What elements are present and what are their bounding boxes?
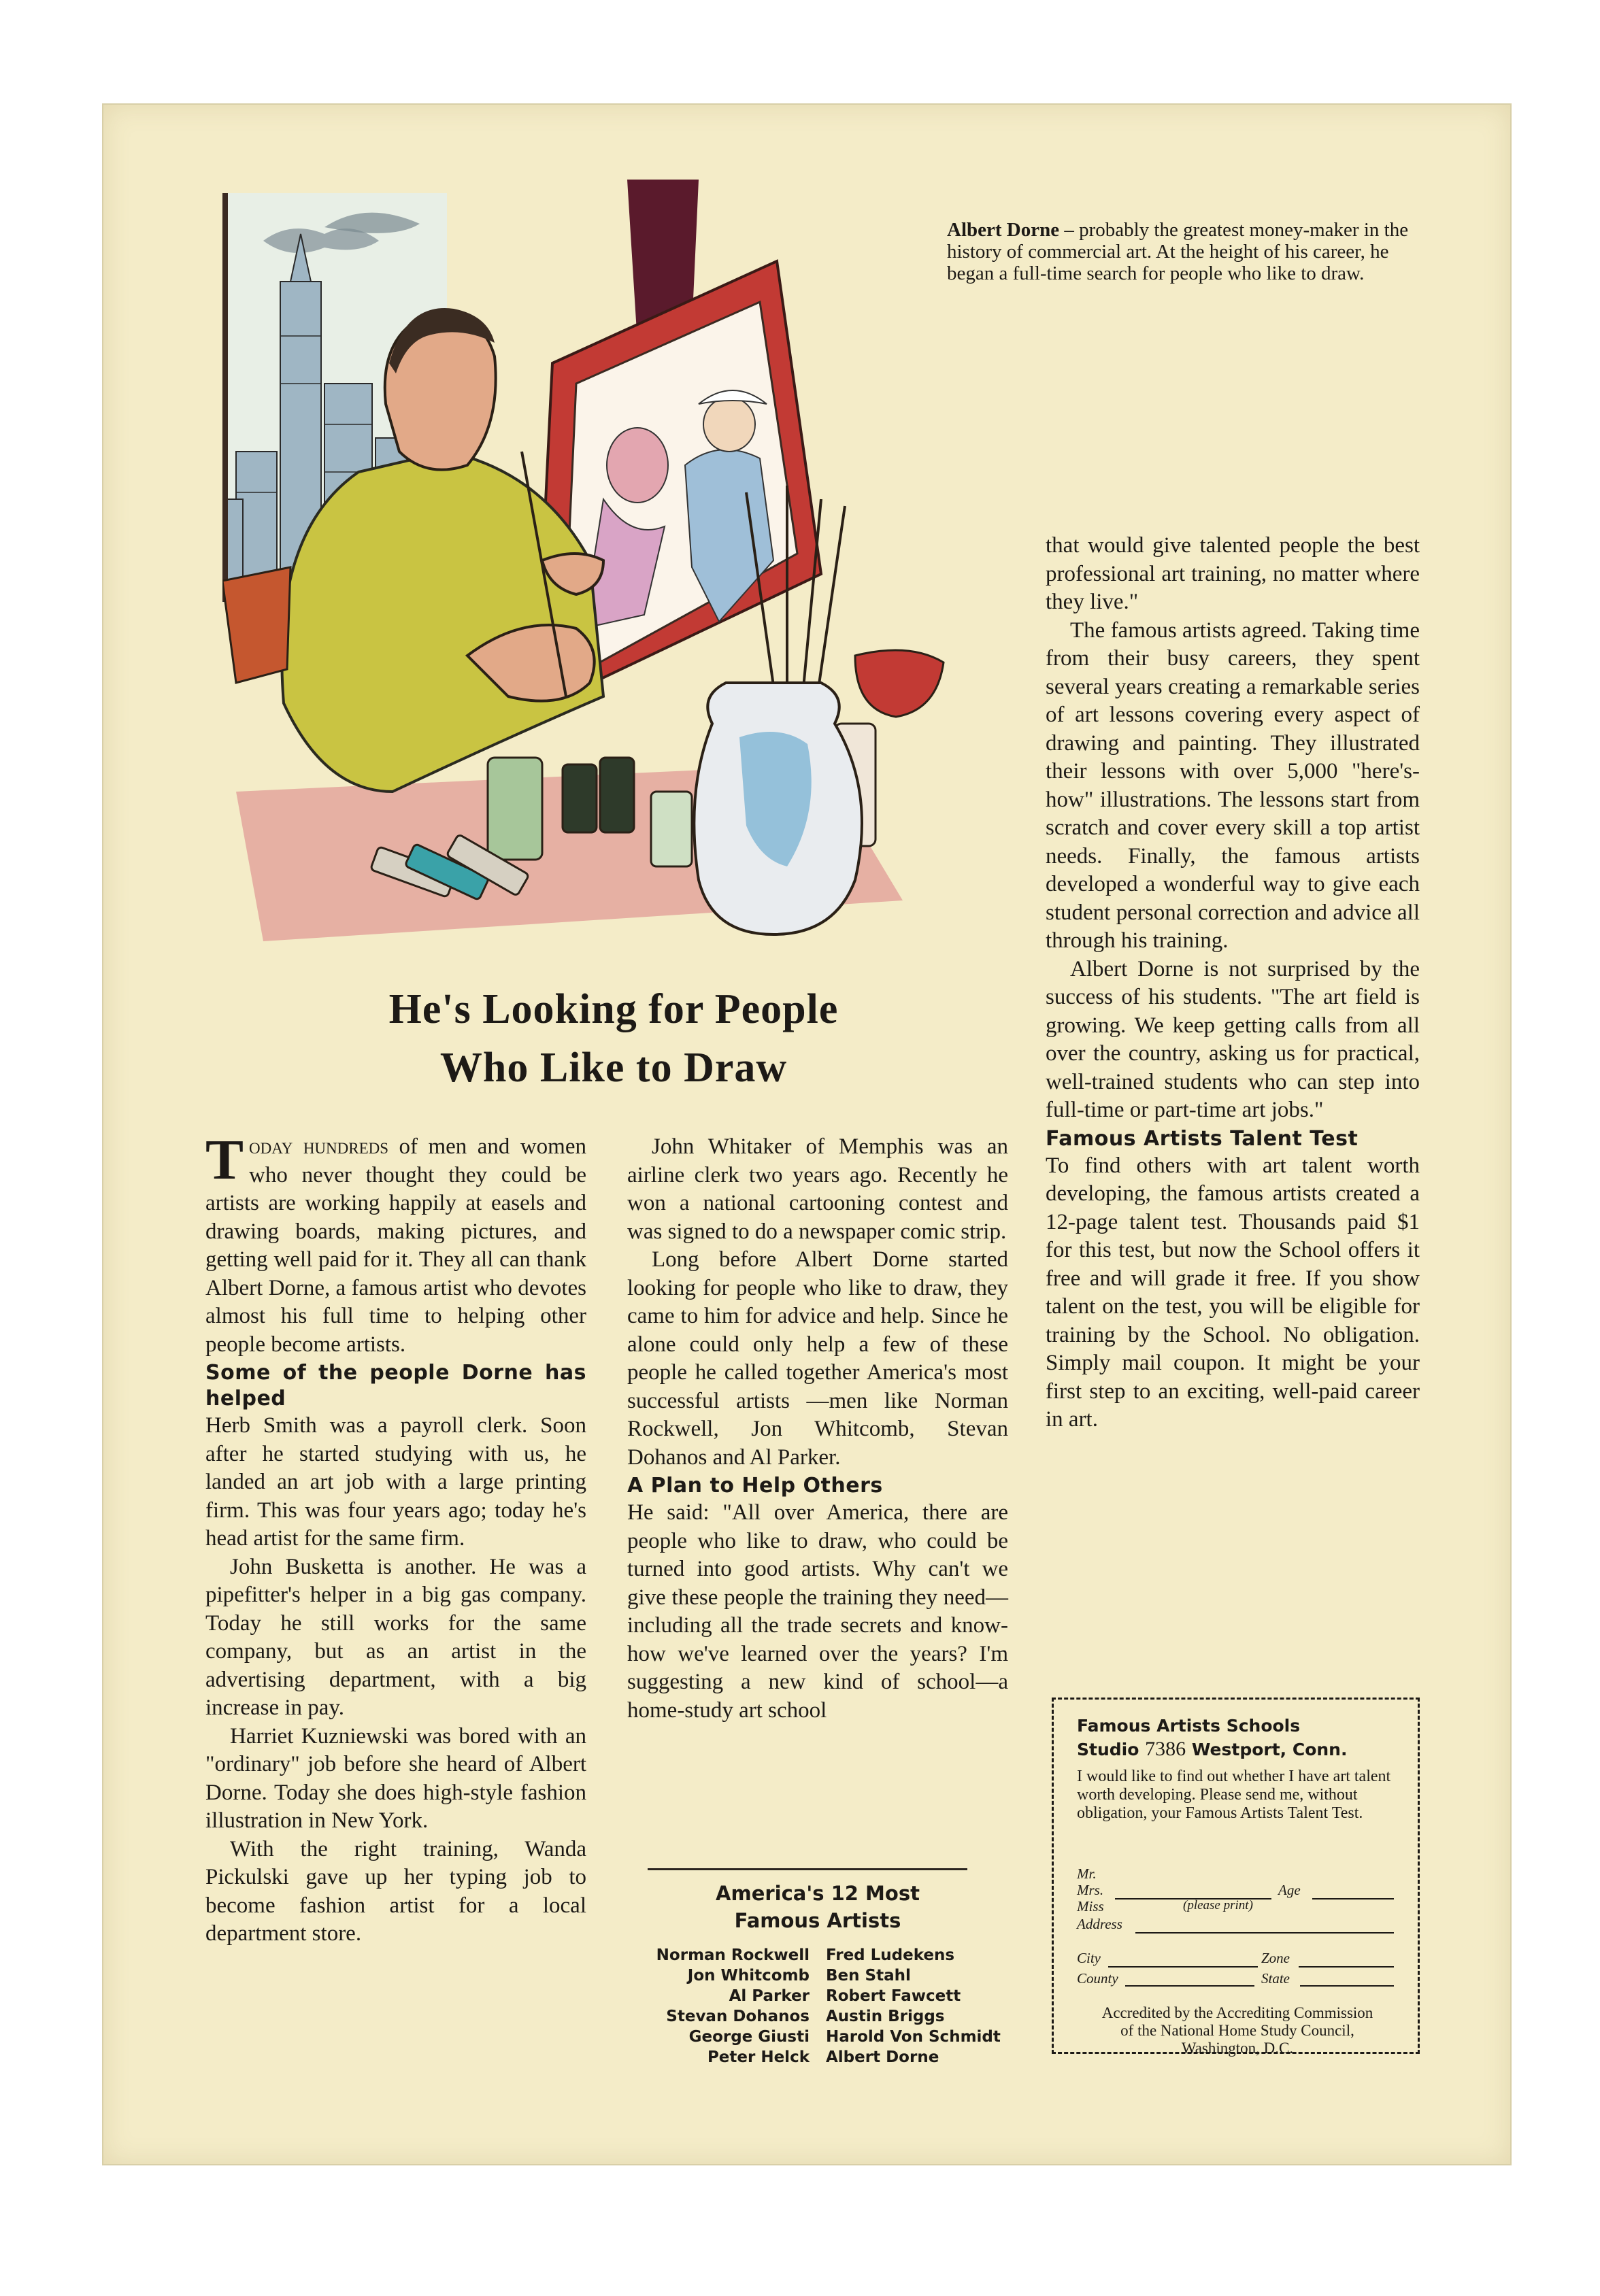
intro-paragraph bbox=[205, 1128, 586, 1359]
headline-line-1: He's Looking for People bbox=[388, 986, 839, 1032]
accreditation-note: Accredited by the Accrediting Commission of the National Home Study Council, Washington, D.C. bbox=[1101, 2004, 1373, 2057]
artist-name: Stevan Dohanos bbox=[666, 2008, 810, 2025]
paragraph-john-whitaker: John Whitaker of Memphis was an airline clerk two years ago. Recently he won a national cartooning contest and was signed to do a newspaper comic strip. bbox=[627, 1134, 1008, 1244]
subhead-talent-test: Famous Artists Talent Test bbox=[1046, 1126, 1359, 1151]
famous-artists-list bbox=[607, 1945, 1029, 2067]
artist-name: Robert Fawcett bbox=[826, 1987, 961, 2005]
caption-text: – probably the greatest money-maker in the history of commercial art. At the height of his career, he began a full-time search for people who like to draw. bbox=[947, 219, 1409, 284]
headline bbox=[239, 980, 988, 1097]
coupon-header bbox=[1077, 1715, 1347, 1761]
artist-name: Peter Helck bbox=[707, 2048, 810, 2066]
artist-row bbox=[607, 1945, 1029, 1965]
coupon-address-line bbox=[1077, 1738, 1347, 1761]
paragraph-wanda-pickulski: With the right training, Wanda Pickulski gave up her typing job to become fashion artist for a local department store. bbox=[205, 1836, 586, 1946]
artist-row bbox=[607, 2006, 1029, 2027]
mail-coupon[interactable] bbox=[1052, 1698, 1420, 2057]
paragraph-herb-smith: Herb Smith was a payroll clerk. Soon after he started studying with us, he landed an art job with a large printing firm. This was four years ago; today he's head artist for the same firm. bbox=[205, 1413, 586, 1551]
artist-row bbox=[607, 1965, 1029, 1986]
paragraph-long-before: Long before Albert Dorne started looking for people who like to draw, they came to him for advice and help. Since he alone could only help a few of these people he called together America's most successful artists —men like Norman Rockwell, Jon Whitcomb, Stevan Dohanos and Al Parker. bbox=[627, 1247, 1008, 1470]
headline-line-2: Who Like to Draw bbox=[439, 1045, 788, 1091]
artist-name: Ben Stahl bbox=[826, 1967, 911, 1985]
coupon-location: Westport, Conn. bbox=[1191, 1740, 1348, 1759]
field-label-address: Address bbox=[1077, 1916, 1122, 1932]
field-label-age: Age bbox=[1278, 1882, 1301, 1898]
paragraph-continued: that would give talented people the best professional art training, no matter where they live." bbox=[1046, 533, 1420, 614]
zone-line[interactable] bbox=[1299, 1966, 1394, 1968]
age-line[interactable] bbox=[1312, 1898, 1394, 1900]
artist-name: Albert Dorne bbox=[826, 2048, 939, 2066]
field-label-county: County bbox=[1077, 1970, 1118, 1987]
field-label-state: State bbox=[1261, 1970, 1290, 1987]
coupon-studio-label: Studio bbox=[1077, 1740, 1139, 1759]
paragraph-john-busketta: John Busketta is another. He was a pipefitter's helper in a big gas company. Today he still works for the same company, but as an artist in the advertising department, with a big increase in pay. bbox=[205, 1554, 586, 1720]
artist-row bbox=[607, 2027, 1029, 2047]
coupon-school-name: Famous Artists Schools bbox=[1077, 1716, 1301, 1736]
artist-row bbox=[607, 1986, 1029, 2006]
artist-name: Fred Ludekens bbox=[826, 1946, 955, 1964]
field-label-mr: Mr. bbox=[1077, 1866, 1097, 1882]
artist-name: Jon Whitcomb bbox=[687, 1967, 810, 1985]
paragraph-harriet-kuzniewski: Harriet Kuzniewski was bored with an "ordinary" job before she heard of Albert Dorne. Today she does high-style fashion illustration in New York. bbox=[205, 1723, 586, 1833]
divider-rule bbox=[648, 1868, 967, 1870]
artist-name: Norman Rockwell bbox=[656, 1946, 810, 1964]
please-print-note: (please print) bbox=[1183, 1898, 1253, 1912]
address-line[interactable] bbox=[1135, 1932, 1394, 1934]
famous-artists-title-line-1: America's 12 Most bbox=[716, 1882, 920, 1905]
coupon-studio-number: 7386 bbox=[1145, 1738, 1186, 1760]
field-label-miss: Miss bbox=[1077, 1898, 1104, 1914]
field-label-mrs: Mrs. bbox=[1077, 1882, 1104, 1898]
coupon-body-text: I would like to find out whether I have art talent worth developing. Please send me, without obligation, your Famous Artists Talent Test. bbox=[1077, 1768, 1391, 1822]
article-column-2 bbox=[627, 1133, 1008, 1725]
state-line[interactable] bbox=[1300, 1985, 1394, 1987]
article-column-3 bbox=[1046, 532, 1420, 1434]
county-line[interactable] bbox=[1125, 1985, 1254, 1987]
famous-artists-title bbox=[627, 1880, 1008, 1934]
drop-cap: T bbox=[205, 1128, 244, 1192]
city-line[interactable] bbox=[1108, 1966, 1258, 1968]
paragraph-artists-agreed: The famous artists agreed. Taking time from their busy careers, they spent several years creating a remarkable series of art lessons covering every aspect of drawing and painting. They illustrated their lessons with over 5,000 "here's-how" illustrations. The lessons start from scratch and cover every skill a top artist needs. Finally, the famous artists developed a wonderful way to give each student personal correction and advice all through his training. bbox=[1046, 618, 1420, 953]
famous-artists-title-line-2: Famous Artists bbox=[734, 1909, 901, 1932]
artist-name: Austin Briggs bbox=[826, 2008, 945, 2025]
field-label-city: City bbox=[1077, 1950, 1101, 1966]
artist-name: Al Parker bbox=[729, 1987, 810, 2005]
illustration-caption bbox=[947, 219, 1437, 284]
caption-name: Albert Dorne bbox=[947, 219, 1060, 241]
paragraph-not-surprised: Albert Dorne is not surprised by the success of his students. "The art field is growing. We keep getting calls from all over the country, asking us for practical, well-trained students who can step into full-time or part-time art jobs." bbox=[1046, 956, 1420, 1122]
subhead-plan: A Plan to Help Others bbox=[627, 1474, 883, 1498]
artist-name: Harold Von Schmidt bbox=[826, 2028, 1001, 2046]
comic-back-cover-page bbox=[102, 103, 1512, 2165]
field-label-zone: Zone bbox=[1261, 1950, 1290, 1966]
article-column-1 bbox=[205, 1128, 586, 1948]
subhead-people-helped: Some of the people Dorne has helped bbox=[205, 1361, 586, 1411]
artist-name: George Giusti bbox=[688, 2028, 810, 2046]
albert-dorne-illustration bbox=[222, 180, 947, 968]
intro-text: of men and women who never thought they could be artists are working happily at easels and drawing boards, making pictures, and getting well paid for it. They all can thank Albert Dorne, a famous artist who devotes almost his full time to helping other people become artists. bbox=[205, 1134, 586, 1357]
paragraph-he-said: He said: "All over America, there are people who like to draw, who could be turned into good artists. Why can't we give these people the training they need—including all the trade secrets and know-how we've learned over the years? I'm suggesting a new kind of school—a home-study art school bbox=[627, 1500, 1008, 1723]
paragraph-talent-test: To find others with art talent worth developing, the famous artists created a 12-page talent test. Thousands paid $1 for this test, but now the School offers it free and will grade it free. If you show talent on the test, you will be eligible for training by the School. No obligation. Simply mail coupon. It might be your first step to an exciting, well-paid career in art. bbox=[1046, 1153, 1420, 1432]
artist-row bbox=[607, 2047, 1029, 2067]
intro-lead: oday hundreds bbox=[249, 1134, 389, 1159]
